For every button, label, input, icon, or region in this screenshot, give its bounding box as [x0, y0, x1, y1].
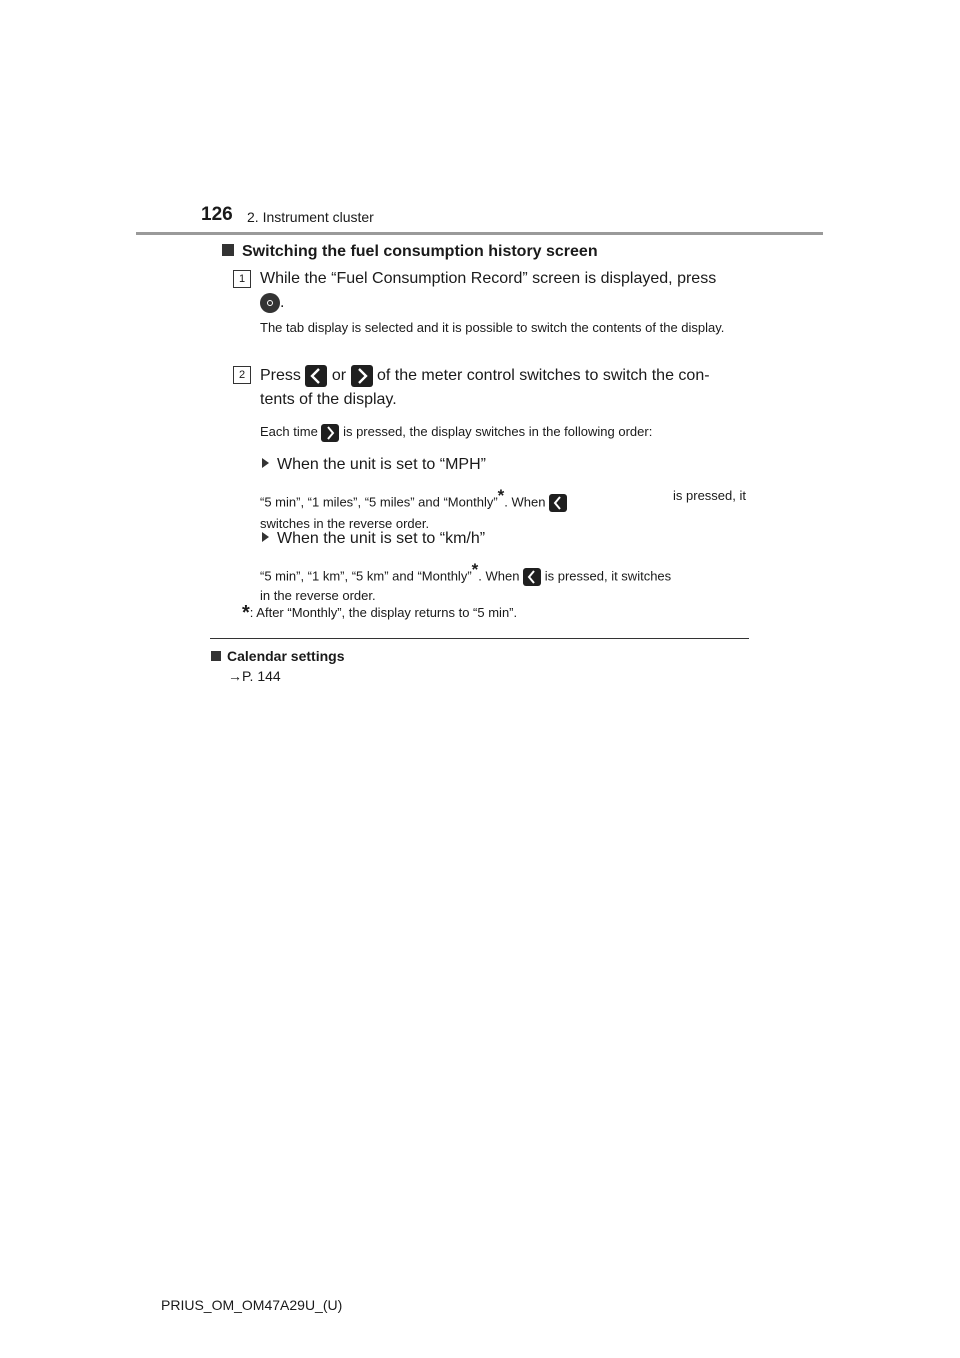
- section-divider: [210, 638, 749, 639]
- triangle-bullet-icon: [262, 532, 269, 542]
- square-bullet-icon: [211, 651, 221, 661]
- mph-heading: When the unit is set to “MPH”: [262, 453, 486, 477]
- triangle-bullet-icon: [262, 458, 269, 468]
- step2-text: Press or of the meter control switches to switch the con- tents of the display.: [260, 364, 746, 412]
- chapter-title: 2. Instrument cluster: [247, 209, 374, 225]
- document-id: PRIUS_OM_OM47A29U_(U): [161, 1297, 343, 1313]
- kmh-heading: When the unit is set to “km/h”: [262, 527, 485, 551]
- kmh-description: “5 min”, “1 km”, “5 km” and “Monthly”*. When is pressed, it switches in the reverse order.: [260, 560, 672, 604]
- header-divider: [136, 232, 823, 235]
- section-title: Switching the fuel consumption history screen: [222, 243, 598, 261]
- step-number-2: 2: [233, 366, 251, 384]
- calendar-settings-title: Calendar settings: [211, 648, 344, 664]
- step-number-1: 1: [233, 270, 251, 288]
- chevron-right-icon: [351, 365, 373, 387]
- mph-description: “5 min”, “1 miles”, “5 miles” and “Monthly”*. When is pressed, it switches in the reverse order.: [260, 486, 746, 532]
- step1-text: While the “Fuel Consumption Record” screen is displayed, press .: [260, 270, 717, 311]
- calendar-page-reference[interactable]: →P. 144: [228, 668, 281, 684]
- step1-note: The tab display is selected and it is possible to switch the contents of the display.: [260, 320, 725, 335]
- chevron-left-icon: [523, 568, 541, 586]
- circle-button-icon: [260, 293, 280, 313]
- footnote: *: After “Monthly”, the display returns to “5 min”.: [242, 602, 518, 624]
- chevron-left-icon: [549, 494, 567, 512]
- step2-note: Each time is pressed, the display switches in the following order:: [260, 423, 746, 442]
- page-number: 126: [201, 204, 233, 225]
- chevron-left-icon: [305, 365, 327, 387]
- chevron-right-icon: [321, 424, 339, 442]
- square-bullet-icon: [222, 244, 234, 256]
